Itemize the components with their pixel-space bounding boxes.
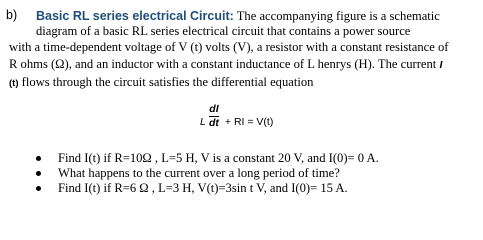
question-3: Find I(t) if R=6 Ω , L=3 H, V(t)=3sin t V, and I(0)= 15 A. <box>58 181 348 195</box>
body-line-2: diagram of a basic RL series electrical circuit that contains a power source <box>36 24 411 38</box>
body-line-4-text: R ohms (Ω), and an inductor with a constant inductance of L henrys (H). The current <box>9 57 440 71</box>
bullet-icon <box>36 156 41 161</box>
equation-rest: + RI = V(t) <box>222 116 274 128</box>
equation-numerator: dI <box>209 103 219 115</box>
list-item <box>36 181 379 196</box>
problem-heading: Basic RL series electrical Circuit: <box>36 9 234 23</box>
equation-L: L <box>200 116 206 128</box>
question-1: Find I(t) if R=10Ω , L=5 H, V is a constant 20 V, and I(0)= 0 A. <box>58 151 379 165</box>
heading-continuation: The accompanying figure is a schematic <box>233 9 440 23</box>
equation-fraction <box>209 104 219 129</box>
list-item <box>36 166 379 181</box>
time-symbol: (t) <box>9 78 19 89</box>
problem-label: b) <box>6 8 18 22</box>
bullet-icon <box>36 171 41 176</box>
body-line-4 <box>9 57 442 72</box>
question-list <box>36 151 379 196</box>
equation-denominator: dt <box>209 117 219 129</box>
current-symbol: I <box>439 59 443 71</box>
body-line-5 <box>9 73 313 91</box>
question-2: What happens to the current over a long period of time? <box>58 166 340 180</box>
body-line-5-text: flows through the circuit satisfies the differential equation <box>18 75 314 89</box>
heading-line <box>36 7 440 25</box>
body-line-3: with a time-dependent voltage of V (t) volts (V), a resistor with a constant resistance of <box>9 40 449 54</box>
bullet-icon <box>36 186 41 191</box>
list-item <box>36 151 379 166</box>
differential-equation <box>200 104 340 138</box>
